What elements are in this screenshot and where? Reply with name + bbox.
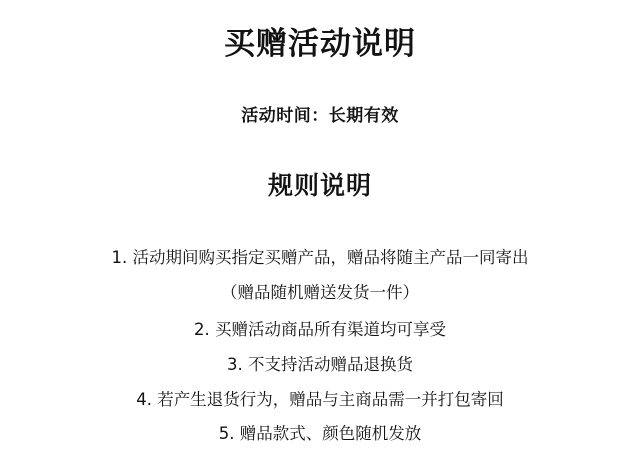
list-item: 4. 若产生退货行为，赠品与主商品需一并打包寄回 xyxy=(136,389,504,409)
section-title-rules: 规则说明 xyxy=(267,170,372,200)
activity-period-subtitle: 活动时间：长期有效 xyxy=(241,105,399,126)
page-title: 买赠活动说明 xyxy=(224,26,416,62)
list-item: 2. 买赠活动商品所有渠道均可享受 xyxy=(194,319,446,339)
list-item: 3. 不支持活动赠品退换货 xyxy=(227,354,413,374)
list-item: 1. 活动期间购买指定买赠产品，赠品将随主产品一同寄出 xyxy=(111,247,529,267)
rules-list xyxy=(40,246,600,457)
list-item: 5. 赠品款式、颜色随机发放 xyxy=(218,424,422,444)
rule-note: （赠品随机赠送发货一件） xyxy=(221,282,419,302)
